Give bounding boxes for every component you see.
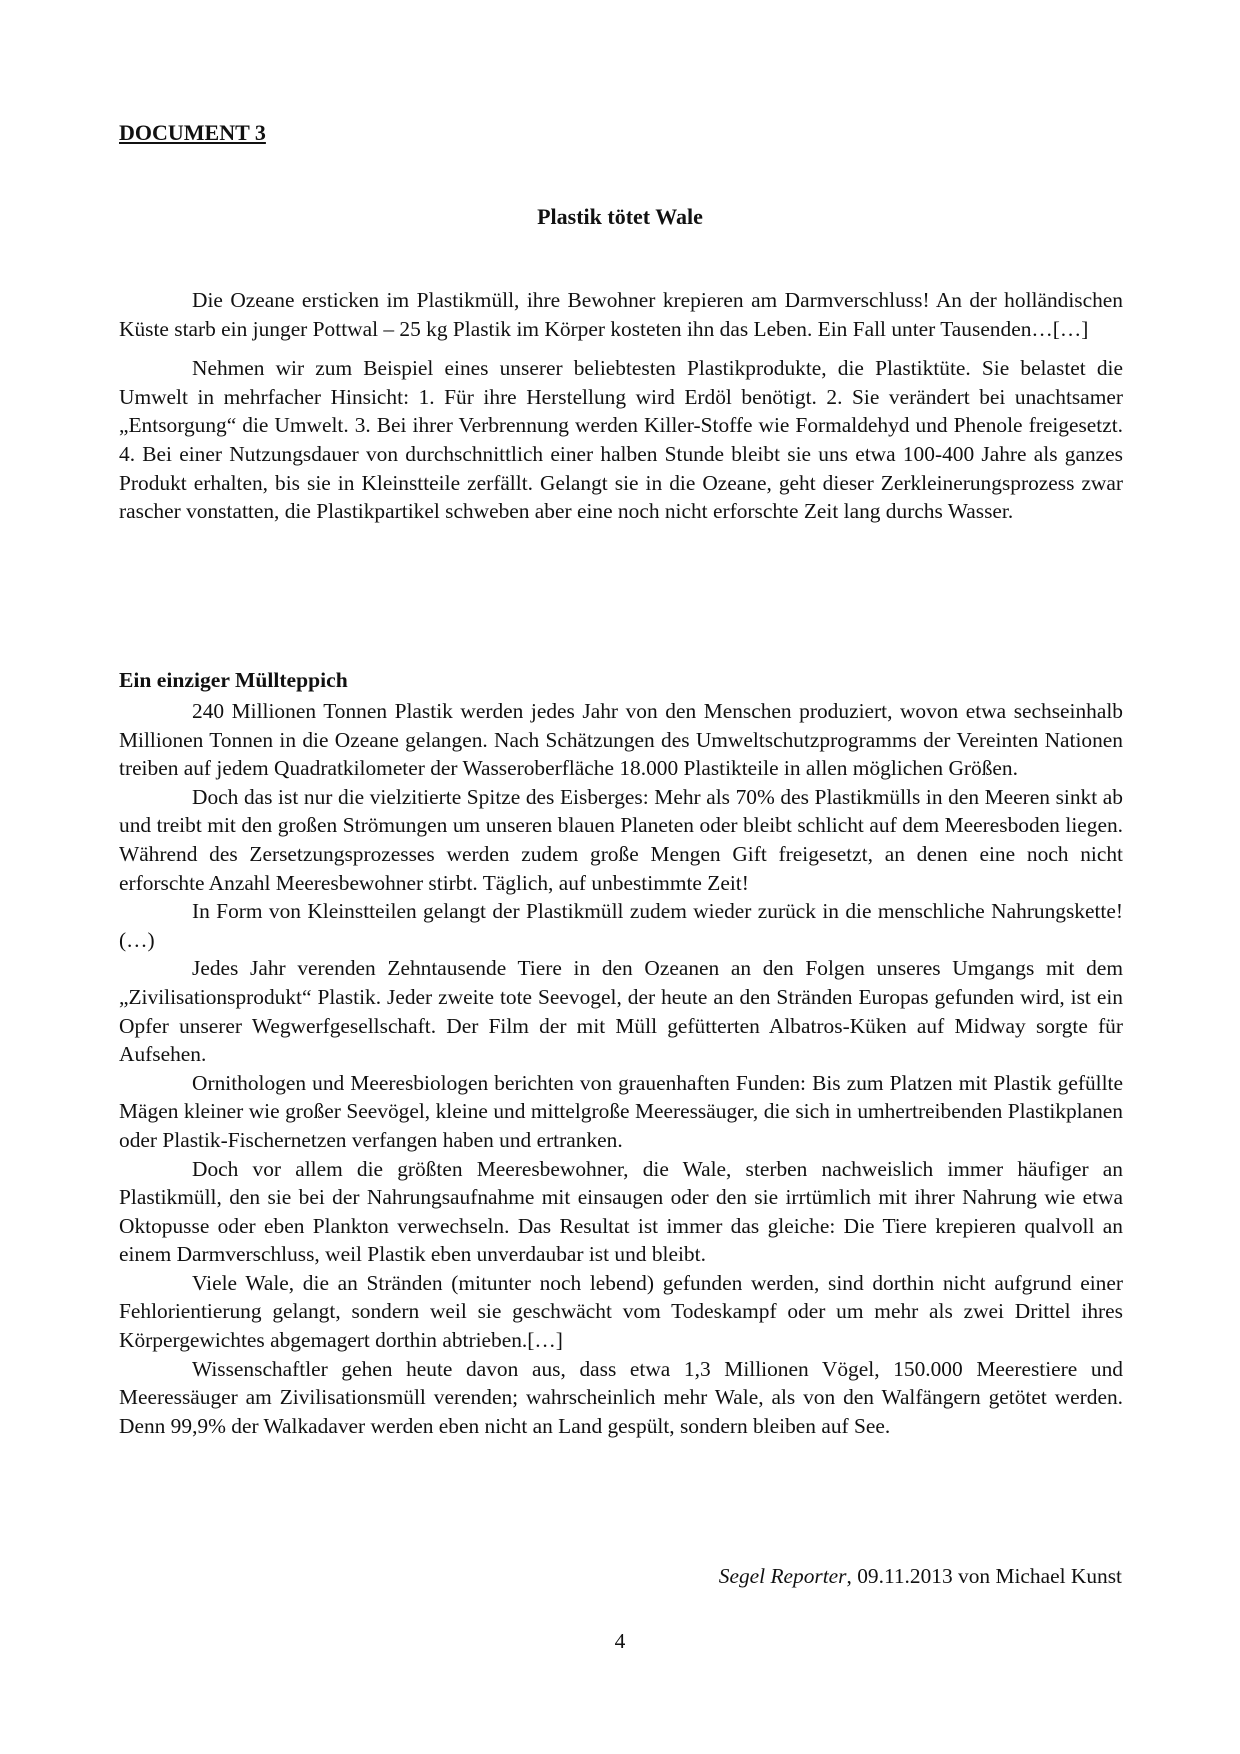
section-paragraph-6: Doch vor allem die größten Meeresbewohner, die Wale, sterben nachweislich immer häufiger an Plastikmüll, den sie bei der Nahrungsaufnahme mit einsaugen oder den sie irrtümlich mit ihrer Nahrung wie etwa Oktopusse oder eben Plankton verwechseln. Das Resultat ist immer das gleiche: Die Tiere krepieren qualvoll an einem Darmverschluss, weil Plastik eben unverdaubar ist und bleibt. [119, 1156, 1123, 1267]
section-paragraph-4: Jedes Jahr verenden Zehntausende Tiere in den Ozeanen an den Folgen unseres Umgangs mit dem „Zivilisationsprodukt“ Plastik. Jeder zweite tote Seevogel, der heute an den Stränden Europas gefunden wird, ist ein Opfer unserer Wegwerfgesellschaft. Der Film der mit Müll gefütterten Albatros-Küken auf Midway sorgte für Aufsehen. [119, 956, 1123, 1067]
article-title: Plastik tötet Wale [537, 204, 703, 229]
page-number: 4 [614, 1629, 626, 1653]
intro-paragraph-1: Die Ozeane ersticken im Plastikmüll, ihre Bewohner krepieren am Darmverschluss! An der holländischen Küste starb ein junger Pottwal – 25 kg Plastik im Körper kosteten ihn das Leben. Ein Fall unter Tausenden…[…] [119, 288, 1123, 341]
section-text [119, 697, 1123, 1440]
section-paragraph-7: Viele Wale, die an Stränden (mitunter noch lebend) gefunden werden, sind dorthin nicht aufgrund einer Fehlorientierung gelangt, sondern weil sie geschwächt vom Todeskampf oder um mehr als zwei Drittel ihres Körpergewichtes abgemagert dorthin abtrieben.[…] [119, 1270, 1123, 1353]
source-citation [719, 1562, 1122, 1590]
intro-paragraph-2: Nehmen wir zum Beispiel eines unserer beliebtesten Plastikprodukte, die Plastiktüte. Sie belastet die Umwelt in mehrfacher Hinsicht: 1. Für ihre Herstellung wird Erdöl benötigt. 2. Sie verändert bei unachtsamer „Entsorgung“ die Umwelt. 3. Bei ihrer Verbrennung werden Killer-Stoffe wie Formaldehyd und Phenole freigesetzt. 4. Bei einer Nutzungsdauer von durchschnittlich einer halben Stunde bleibt sie uns etwa 100-400 Jahre als ganzes Produkt erhalten, bis sie in Kleinstteile zerfällt. Gelangt sie in die Ozeane, geht dieser Zerkleinerungsprozess zwar rascher vonstatten, die Plastikpartikel schweben aber eine noch nicht erforschte Zeit lang durchs Wasser. [119, 356, 1123, 524]
section-heading: Ein einziger Müllteppich [119, 668, 348, 692]
section-paragraph-2: Doch das ist nur die vielzitierte Spitze des Eisberges: Mehr als 70% des Plastikmülls in den Meeren sinkt ab und treibt mit den großen Strömungen um unseren blauen Planeten oder bleibt schlicht auf dem Meeresboden liegen. Während des Zersetzungsprozesses werden zudem große Mengen Gift freigesetzt, an denen eine noch nicht erforschte Anzahl Meeresbewohner stirbt. Täglich, auf unbestimmte Zeit! [119, 784, 1123, 895]
document-label: DOCUMENT 3 [119, 120, 266, 145]
section-paragraph-3: In Form von Kleinstteilen gelangt der Plastikmüll zudem wieder zurück in die menschliche Nahrungskette! (…) [119, 899, 1123, 952]
section-paragraph-1: 240 Millionen Tonnen Plastik werden jedes Jahr von den Menschen produziert, wovon etwa sechseinhalb Millionen Tonnen in die Ozeane gelangen. Nach Schätzungen des Umweltschutzprogramms der Vereinten Nationen treiben auf jedem Quadratkilometer der Wasseroberfläche 18.000 Plastikteile in allen möglichen Größen. [119, 699, 1123, 781]
section-paragraph-8: Wissenschaftler gehen heute davon aus, dass etwa 1,3 Millionen Vögel, 150.000 Meerestiere und Meeressäuger am Zivilisationsmüll verenden; wahrscheinlich mehr Wale, als von den Walfängern getötet werden. Denn 99,9% der Walkadaver werden eben nicht an Land gespült, sondern bleiben auf See. [119, 1356, 1123, 1438]
source-details: , 09.11.2013 von Michael Kunst [846, 1564, 1122, 1588]
section-paragraph-5: Ornithologen und Meeresbiologen berichten von grauenhaften Funden: Bis zum Platzen mit Plastik gefüllte Mägen kleiner wie großer Seevögel, kleine und mittelgroße Meeressäuger, die sich in umhertreibenden Plastikplanen oder Plastik-Fischernetzen verfangen haben und ertranken. [119, 1070, 1123, 1152]
source-publication: Segel Reporter [718, 1564, 847, 1588]
intro-text [119, 286, 1123, 526]
